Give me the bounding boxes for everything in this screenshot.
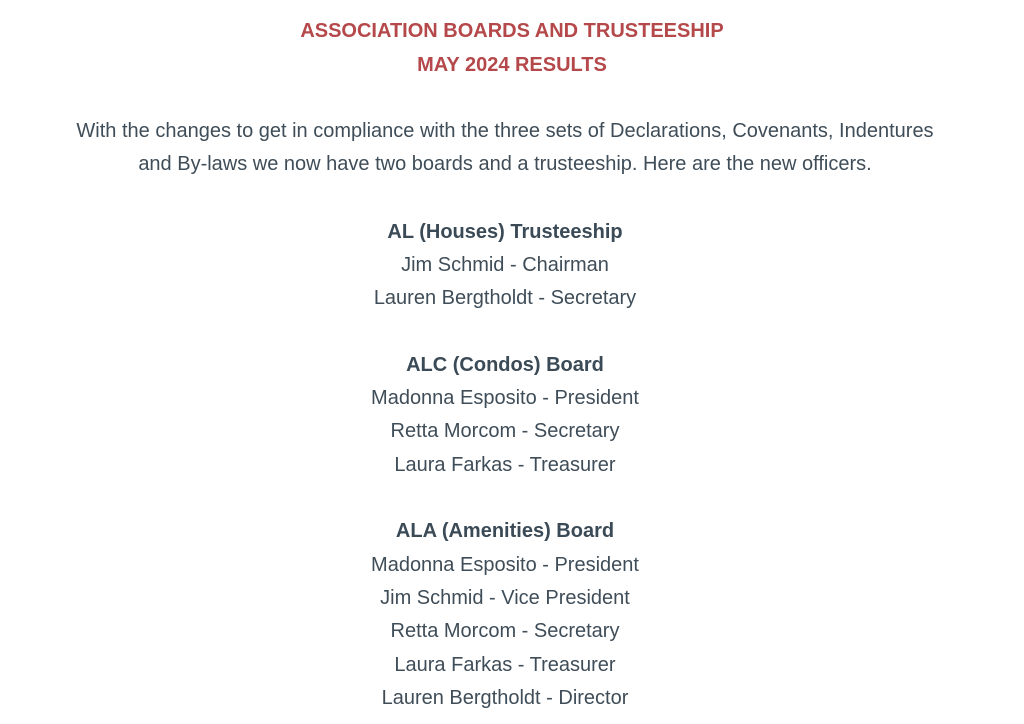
officer-entry: Madonna Esposito - President — [371, 554, 639, 576]
officer-entry: Lauren Bergtholdt - Secretary — [373, 287, 637, 309]
intro-line-1: With the changes to get in compliance with the three sets of Declarations, Covenants, Indentures — [76, 120, 934, 142]
page-subtitle: MAY 2024 RESULTS — [417, 54, 607, 76]
page-title: ASSOCIATION BOARDS AND TRUSTEESHIP — [300, 20, 724, 42]
officer-entry: Lauren Bergtholdt - Director — [381, 687, 629, 709]
board-heading: ALC (Condos) Board — [406, 354, 604, 376]
officer-entry: Retta Morcom - Secretary — [390, 420, 620, 442]
officer-entry: Jim Schmid - Vice President — [380, 587, 630, 609]
officer-entry: Madonna Esposito - President — [371, 387, 639, 409]
officer-entry: Laura Farkas - Treasurer — [394, 654, 616, 676]
board-heading: ALA (Amenities) Board — [395, 520, 615, 542]
intro-line-2: and By-laws we now have two boards and a trusteeship. Here are the new officers. — [138, 153, 872, 175]
officer-entry: Retta Morcom - Secretary — [390, 620, 620, 642]
board-heading: AL (Houses) Trusteeship — [387, 221, 623, 243]
officer-entry: Jim Schmid - Chairman — [401, 254, 609, 276]
officer-entry: Laura Farkas - Treasurer — [394, 454, 616, 476]
